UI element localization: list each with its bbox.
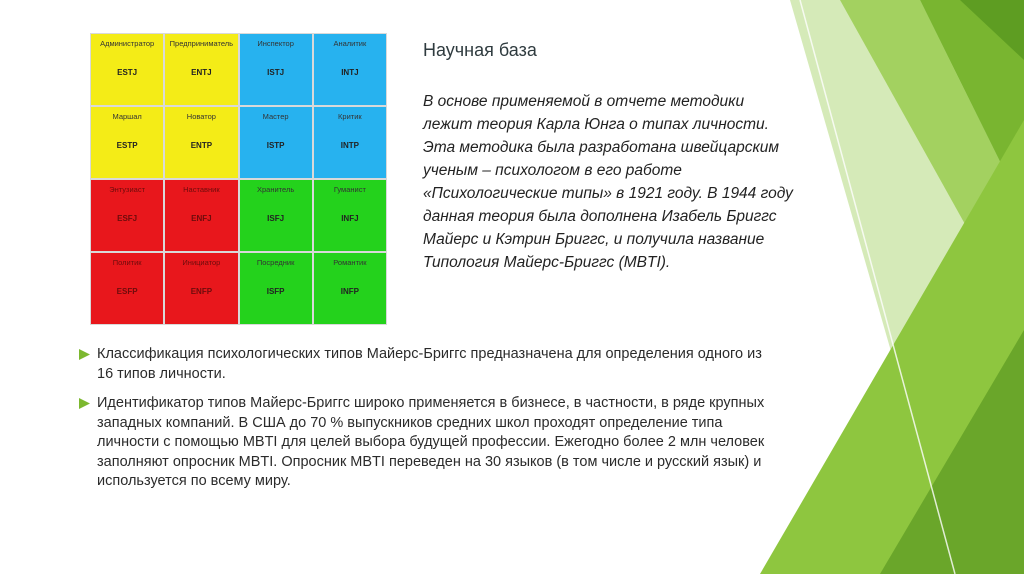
- slide-heading: Научная база: [423, 40, 537, 60]
- mbti-type-code: INFJ: [341, 214, 359, 223]
- mbti-type-grid: [90, 33, 387, 325]
- mbti-cell-esfj: [91, 180, 163, 251]
- mbti-role-label: Администратор: [100, 39, 155, 48]
- intro-paragraph: [423, 90, 793, 274]
- mbti-type-code: ENFJ: [191, 214, 212, 223]
- mbti-role-label: Инспектор: [257, 39, 294, 48]
- mbti-cell-isfj: [240, 180, 312, 251]
- mbti-cell-entp: [165, 107, 237, 178]
- mbti-role-label: Наставник: [183, 185, 220, 194]
- mbti-cell-istj: [240, 34, 312, 105]
- mbti-role-label: Инициатор: [182, 258, 221, 267]
- mbti-role-label: Новатор: [186, 112, 216, 121]
- mbti-cell-istp: [240, 107, 312, 178]
- green-triangle-bullet-icon: [79, 398, 90, 409]
- mbti-role-label: Критик: [338, 112, 362, 121]
- mbti-type-code: ISTP: [266, 141, 285, 150]
- green-triangle-bullet-icon: [79, 349, 90, 360]
- mbti-cell-intp: [314, 107, 386, 178]
- mbti-type-code: INTJ: [341, 68, 359, 77]
- mbti-role-label: Маршал: [112, 112, 142, 121]
- mbti-cell-intj: [314, 34, 386, 105]
- mbti-type-code: ESFP: [116, 287, 138, 296]
- mbti-cell-entj: [165, 34, 237, 105]
- mbti-type-code: ESTJ: [117, 68, 138, 77]
- mbti-type-code: ESTP: [116, 141, 138, 150]
- bullet-paragraph-1: Классификация психологических типов Майерс-Бриггс предназначена для определения одного из 16 типов личности.: [97, 346, 762, 382]
- bullet-paragraph-2: Идентификатор типов Майерс-Бриггс широко применяется в бизнесе, в частности, в ряде крупных западных компаний. В США до 70 % выпускников средних школ проходят определение типа личности с помощью MBTI для целей выбора будущей профессии. Ежегодно более 2 млн человек заполняют опросник MBTI. Опросник MBTI переведен на 30 языков (в том числе и русский язык) и используется по всему миру.: [97, 395, 765, 489]
- mbti-role-label: Мастер: [262, 112, 289, 121]
- mbti-cell-estp: [91, 107, 163, 178]
- mbti-type-code: INFP: [340, 287, 359, 296]
- mbti-type-code: ISTJ: [267, 68, 285, 77]
- mbti-type-code: INTP: [340, 141, 359, 150]
- mbti-role-label: Посредник: [256, 258, 295, 267]
- mbti-role-label: Гуманист: [333, 185, 366, 194]
- mbti-role-label: Хранитель: [257, 185, 295, 194]
- mbti-cell-enfp: [165, 253, 237, 324]
- mbti-type-code: ENTP: [190, 141, 213, 150]
- mbti-type-code: ENTJ: [191, 68, 212, 77]
- mbti-role-label: Энтузиаст: [109, 185, 146, 194]
- mbti-cell-enfj: [165, 180, 237, 251]
- mbti-cell-estj: [91, 34, 163, 105]
- mbti-cell-isfp: [240, 253, 312, 324]
- intro-text: В основе применяемой в отчете методики лежит теория Карла Юнга о типах личности. Эта методика была разработана швейцарским ученым – психологом в его работе «Психологические типы» в 1921 году. В 1944 году данная теория была дополнена Изабель Бриггс Майерс и Кэтрин Бриггс, и получила название Типология Майерс-Бриггс (MBTI).: [423, 93, 793, 271]
- mbti-type-code: ISFP: [266, 287, 285, 296]
- mbti-type-code: ISFJ: [267, 214, 285, 223]
- mbti-type-code: ENFP: [190, 287, 213, 296]
- mbti-role-label: Политик: [112, 258, 142, 267]
- mbti-cell-esfp: [91, 253, 163, 324]
- mbti-cell-infp: [314, 253, 386, 324]
- mbti-role-label: Предприниматель: [169, 39, 234, 48]
- mbti-type-code: ESFJ: [117, 214, 138, 223]
- mbti-role-label: Романтик: [333, 258, 367, 267]
- mbti-cell-infj: [314, 180, 386, 251]
- mbti-role-label: Аналитик: [333, 39, 367, 48]
